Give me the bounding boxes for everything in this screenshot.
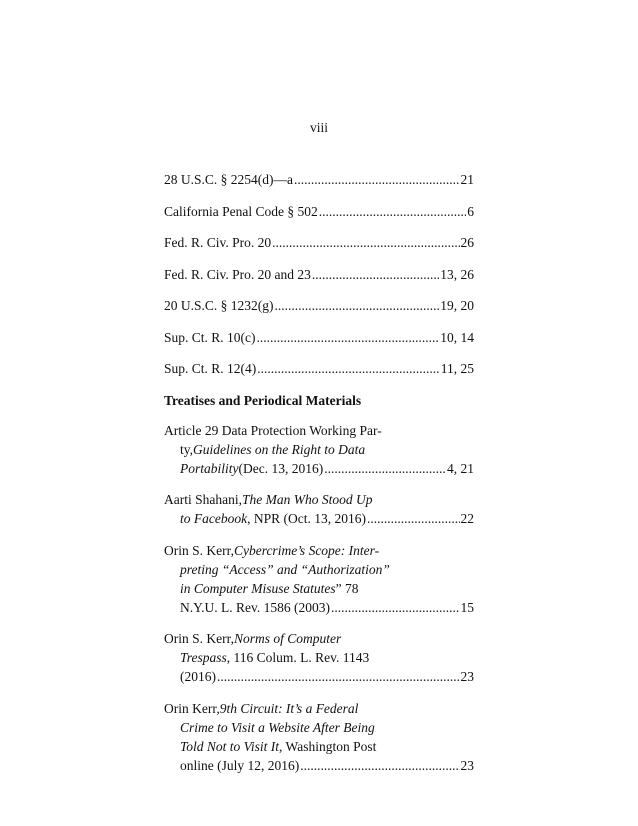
citation-text: online (July 12, 2016) [180, 757, 300, 773]
authority-entry [164, 541, 474, 617]
page-references: 4, 21 [447, 460, 474, 476]
page-references: 19, 20 [440, 298, 474, 313]
dot-leader [324, 459, 446, 478]
dot-leader [272, 233, 459, 252]
authority-entry [164, 629, 474, 686]
citation-title: Crime to Visit a Website After Being [180, 719, 375, 735]
citation-text: Orin S. Kerr, [164, 631, 234, 646]
page-references: 21 [460, 172, 474, 187]
citation-text: Sup. Ct. R. 10(c) [164, 329, 256, 345]
citation-text: Aarti Shahani, [164, 492, 242, 507]
citation-title: 9th Circuit: It’s a Federal [219, 700, 359, 716]
page-references: 23 [460, 757, 474, 773]
citation-text: , Washington Post [279, 738, 377, 754]
citation-text: Orin S. Kerr, [164, 542, 234, 558]
dot-leader [257, 328, 440, 347]
citation-title: Cybercrime’s Scope: Inter- [233, 542, 380, 558]
authority-entry [164, 328, 474, 347]
citation-text: ” 78 [335, 580, 359, 596]
page-references: 10, 14 [440, 329, 474, 345]
citation-text: Fed. R. Civ. Pro. 20 [164, 235, 272, 250]
table-of-authorities [164, 170, 474, 787]
dot-leader [217, 667, 460, 686]
citation-title: to Facebook [180, 511, 248, 526]
citation-text: Orin Kerr, [164, 700, 220, 716]
citation-text: California Penal Code § 502 [164, 203, 318, 219]
citation-title: Told Not to Visit It [180, 738, 280, 754]
citation-text: Sup. Ct. R. 12(4) [164, 361, 257, 376]
page-references: 6 [467, 203, 474, 219]
authority-entry [164, 202, 474, 221]
authority-entry [164, 359, 474, 378]
page-references: 15 [460, 599, 474, 615]
dot-leader [275, 296, 440, 315]
citation-title: The Man Who Stood Up [241, 492, 373, 507]
dot-leader [312, 265, 439, 284]
citation-text: , NPR (Oct. 13, 2016) [247, 511, 366, 526]
citation-title: Trespass [180, 650, 227, 665]
authority-entry [164, 233, 474, 252]
citation-title: preting “Access” and “Authorization” [180, 561, 390, 577]
dot-leader [331, 598, 460, 617]
page-references: 26 [460, 235, 474, 250]
page-references: 23 [460, 669, 474, 684]
dot-leader [367, 509, 460, 528]
dot-leader [300, 756, 459, 775]
citation-text: (Dec. 13, 2016) [238, 460, 324, 476]
citation-title: Norms of Computer [233, 631, 342, 646]
citation-text: 20 U.S.C. § 1232(g) [164, 298, 274, 313]
page-references: 13, 26 [440, 266, 474, 282]
authority-entry [164, 265, 474, 284]
citation-text: , 116 Colum. L. Rev. 1143 [226, 650, 370, 665]
dot-leader [294, 170, 460, 189]
page-references: 22 [460, 511, 474, 526]
citation-text: ty, [180, 441, 193, 457]
page-references: 11, 25 [440, 361, 474, 376]
authority-entry [164, 699, 474, 775]
dot-leader [319, 202, 467, 221]
authority-entry [164, 170, 474, 189]
page-number: viii [309, 120, 328, 135]
citation-title: Portability [180, 460, 239, 476]
citation-text: 28 U.S.C. § 2254(d)—a [164, 172, 293, 187]
authority-entry [164, 490, 474, 528]
citation-text: N.Y.U. L. Rev. 1586 (2003) [180, 599, 330, 615]
section-heading: Treatises and Periodical Materials [164, 392, 362, 408]
authority-entry [164, 421, 474, 478]
citation-text: (2016) [180, 669, 216, 684]
authority-entry [164, 296, 474, 315]
citation-text: Article 29 Data Protection Working Par- [164, 422, 382, 438]
citation-title: in Computer Misuse Statutes [180, 580, 336, 596]
citation-text: Fed. R. Civ. Pro. 20 and 23 [164, 266, 311, 282]
dot-leader [257, 359, 439, 378]
citation-title: Guidelines on the Right to Data [193, 441, 366, 457]
